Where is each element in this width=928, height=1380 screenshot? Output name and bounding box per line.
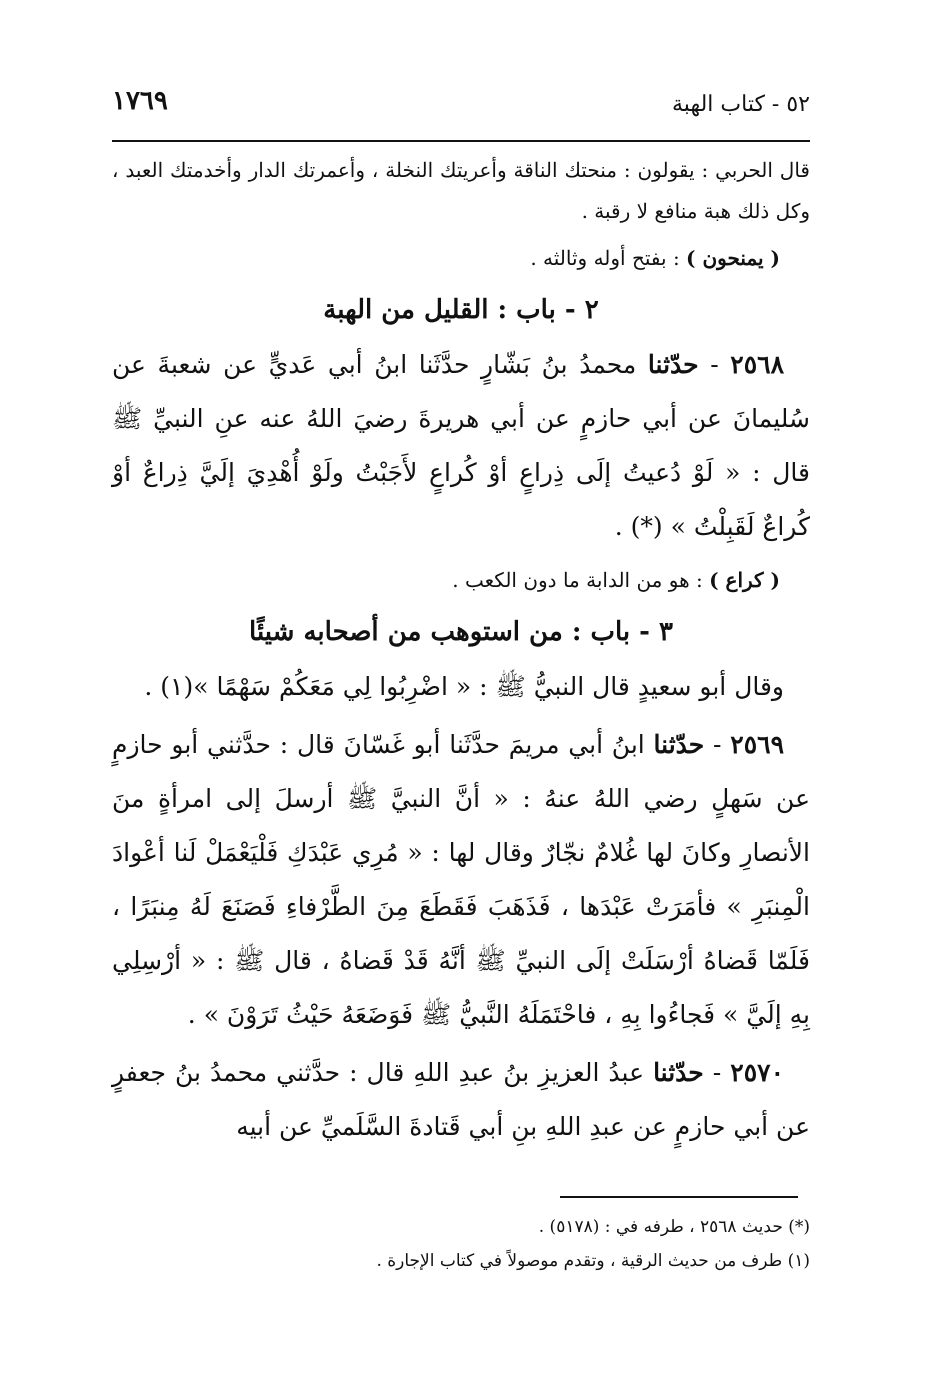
haddathana-label: حدّثنا bbox=[653, 1058, 704, 1087]
hadith-number: ٢٥٧٠ bbox=[730, 1058, 784, 1087]
running-title: ٥٢ - كتاب الهبة bbox=[672, 92, 810, 117]
header-divider bbox=[112, 140, 810, 142]
hadith-2570: ٢٥٧٠ - حدّثنا عبدُ العزيزِ بنُ عبدِ اللهِ قال : حدَّثني محمدُ بنُ جعفرٍ عن أبي حازمٍ عن عبدِ اللهِ بنِ أبي قَتادةَ السَّلَميِّ عن أبيه bbox=[112, 1058, 810, 1141]
gloss-text: : هو من الدابة ما دون الكعب . bbox=[452, 568, 710, 592]
hadith-number: ٢٥٦٩ bbox=[730, 730, 784, 759]
hadith-2568: ٢٥٦٨ - حدّثنا محمدُ بنُ بَشّارٍ حدَّثَنا ابنُ أبي عَديٍّ عن شعبةَ عن سُليمانَ عن أبي حازمٍ عن أبي هريرةَ رضيَ اللهُ عنه عنِ النبيِّ ﷺ قال : « لَوْ دُعيتُ إلَى ذِراعٍ أوْ كُراعٍ لأَجَبْتُ ولَوْ أُهْدِيَ إلَيَّ ذِراعٌ أوْ كُراعٌ لَقَبِلْتُ » (*) . bbox=[112, 350, 810, 541]
haddathana-label: حدّثنا bbox=[653, 730, 705, 759]
hadith-text: محمدُ بنُ بَشّارٍ حدَّثَنا ابنُ أبي عَديٍّ عن شعبةَ عن سُليمانَ عن أبي حازمٍ عن أبي هريرةَ رضيَ اللهُ عنه عنِ النبيِّ ﷺ قال : « لَوْ دُعيتُ إلَى ذِراعٍ أوْ كُراعٍ لأَجَبْتُ ولَوْ أُهْدِيَ إلَيَّ ذِراعٌ أوْ كُراعٌ لَقَبِلْتُ » (*) . bbox=[112, 350, 810, 541]
hadith-text: عبدُ العزيزِ بنُ عبدِ اللهِ قال : حدَّثني محمدُ بنُ جعفرٍ عن أبي حازمٍ عن عبدِ اللهِ بنِ أبي قَتادةَ السَّلَميِّ عن أبيه bbox=[112, 1058, 810, 1141]
hadith-text: ابنُ أبي مريمَ حدَّثَنا أبو غَسّانَ قال : حدَّثني أبو حازمٍ عن سَهلٍ رضي اللهُ عنهُ : « أنَّ النبيَّ ﷺ أرسلَ إلى امرأةٍ منَ الأنصارِ وكانَ لها غُلامٌ نجّارٌ وقال لها : « مُرِي عَبْدَكِ فَلْيَعْمَلْ لَنا أعْوادَ الْمِنبَرِ » فأمَرَتْ عَبْدَها ، فَذَهَبَ فَقَطَعَ مِنَ الطَّرْفاءِ فَصَنَعَ لَهُ مِنبَرًا ، فَلَمّا قَضاهُ أرْسَلَتْ إلَى النبيِّ ﷺ أنَّهُ قَدْ قَضاهُ ، قال ﷺ : « أرْسِلِي بِهِ إلَيَّ » فَجاءُوا بِهِ ، فاحْتَمَلَهُ النَّبيُّ ﷺ فَوَضَعَهُ حَيْثُ تَرَوْنَ » . bbox=[112, 730, 810, 1029]
intro-paragraph: قال الحربي : يقولون : منحتك الناقة وأعريتك النخلة ، وأعمرتك الدار وأخدمتك العبد ، وكل ذلك هبة منافع لا رقبة . bbox=[112, 158, 810, 223]
chapter-heading-3: ٣ - باب : من استوهب من أصحابه شيئًا bbox=[249, 617, 673, 647]
footnote-star: (*) حديث ٢٥٦٨ ، طرفه في : (٥١٧٨) . bbox=[538, 1217, 810, 1237]
gloss-note-kura bbox=[112, 560, 810, 600]
page-number: ١٧٦٩ bbox=[112, 86, 168, 116]
footnote-1: (١) طرف من حديث الرقية ، وتقدم موصولاً في كتاب الإجارة . bbox=[376, 1251, 810, 1271]
page-body bbox=[112, 150, 810, 1154]
gloss-word: ( يمنحون ) bbox=[686, 246, 780, 270]
footnote-divider bbox=[560, 1196, 798, 1198]
chapter-heading-2: ٢ - باب : القليل من الهبة bbox=[323, 295, 599, 325]
gloss-note bbox=[112, 238, 810, 278]
gloss-text: : بفتح أوله وثالثه . bbox=[530, 246, 687, 270]
footnotes bbox=[112, 1210, 810, 1278]
chapter3-intro: وقال أبو سعيدٍ قال النبيُّ ﷺ : « اضْرِبُوا لِي مَعَكُمْ سَهْمًا »(١) . bbox=[144, 672, 784, 701]
haddathana-label: حدّثنا bbox=[647, 350, 699, 379]
gloss-word: ( كراع ) bbox=[709, 568, 780, 592]
hadith-2569: ٢٥٦٩ - حدّثنا ابنُ أبي مريمَ حدَّثَنا أبو غَسّانَ قال : حدَّثني أبو حازمٍ عن سَهلٍ رضي اللهُ عنهُ : « أنَّ النبيَّ ﷺ أرسلَ إلى امرأةٍ منَ الأنصارِ وكانَ لها غُلامٌ نجّارٌ وقال لها : « مُرِي عَبْدَكِ فَلْيَعْمَلْ لَنا أعْوادَ الْمِنبَرِ » فأمَرَتْ عَبْدَها ، فَذَهَبَ فَقَطَعَ مِنَ الطَّرْفاءِ فَصَنَعَ لَهُ مِنبَرًا ، فَلَمّا قَضاهُ أرْسَلَتْ إلَى النبيِّ ﷺ أنَّهُ قَدْ قَضاهُ ، قال ﷺ : « أرْسِلِي بِهِ إلَيَّ » فَجاءُوا بِهِ ، فاحْتَمَلَهُ النَّبيُّ ﷺ فَوَضَعَهُ حَيْثُ تَرَوْنَ » . bbox=[112, 730, 810, 1029]
hadith-number: ٢٥٦٨ bbox=[730, 350, 784, 379]
